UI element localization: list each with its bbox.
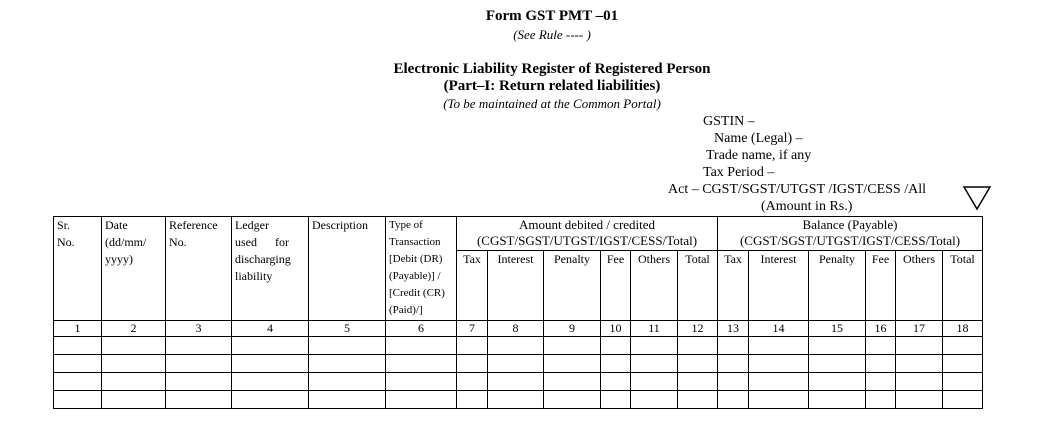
column-number-row [54,321,983,337]
table-row [54,355,983,373]
form-title: Form GST PMT –01 [485,8,619,24]
table-row [54,337,983,355]
col-number: 11 [631,321,678,337]
header-reference-no: Reference No. [166,217,232,321]
col-number: 5 [309,321,386,337]
header-amount-debited-credited: Amount debited / credited (CGST/SGST/UTGST/IGST/CESS/Total) [457,217,718,251]
gstin-label: GSTIN – [703,114,755,129]
col-number: 4 [232,321,309,337]
header-balance-interest: Interest [749,251,809,321]
trade-name-label: Trade name, if any [706,148,812,163]
header-date: Date (dd/mm/ yyyy) [102,217,166,321]
header-debit-others: Others [631,251,678,321]
header-sr-no: Sr. No. [54,217,102,321]
header-balance-others: Others [896,251,943,321]
header-balance-payable: Balance (Payable) (CGST/SGST/UTGST/IGST/CESS/Total) [718,217,983,251]
header-type-of-transaction: Type of Transaction [Debit (DR) (Payable)] / [Credit (CR) (Paid)/] [386,217,457,321]
col-number: 3 [166,321,232,337]
col-number: 13 [718,321,749,337]
col-number: 17 [896,321,943,337]
col-number: 9 [544,321,601,337]
col-number: 12 [678,321,718,337]
tax-period-label: Tax Period – [703,165,775,180]
legal-name-label: Name (Legal) – [714,131,803,146]
header-debit-interest: Interest [488,251,544,321]
act-selector[interactable]: Act – CGST/SGST/UTGST /IGST/CESS /All [668,182,927,197]
header-balance-penalty: Penalty [809,251,866,321]
col-number: 18 [943,321,983,337]
header-debit-fee: Fee [601,251,631,321]
amount-unit-label: (Amount in Rs.) [761,199,853,214]
col-number: 8 [488,321,544,337]
liability-register-table [53,216,983,409]
table-row [54,391,983,409]
col-number: 14 [749,321,809,337]
col-number: 10 [601,321,631,337]
header-debit-total: Total [678,251,718,321]
header-balance-total: Total [943,251,983,321]
rule-reference: (See Rule ---- ) [513,27,591,42]
col-number: 7 [457,321,488,337]
table-row [54,373,983,391]
register-heading: Electronic Liability Register of Registered Person [393,61,711,77]
col-number: 6 [386,321,457,337]
portal-note: (To be maintained at the Common Portal) [443,96,661,111]
header-balance-tax: Tax [718,251,749,321]
col-number: 15 [809,321,866,337]
header-debit-tax: Tax [457,251,488,321]
header-ledger: Ledger used for discharging liability [232,217,309,321]
register-subheading: (Part–I: Return related liabilities) [443,78,661,94]
col-number: 1 [54,321,102,337]
col-number: 2 [102,321,166,337]
header-debit-penalty: Penalty [544,251,601,321]
header-balance-fee: Fee [866,251,896,321]
col-number: 16 [866,321,896,337]
dropdown-triangle-icon[interactable] [962,185,992,211]
header-description: Description [309,217,386,321]
